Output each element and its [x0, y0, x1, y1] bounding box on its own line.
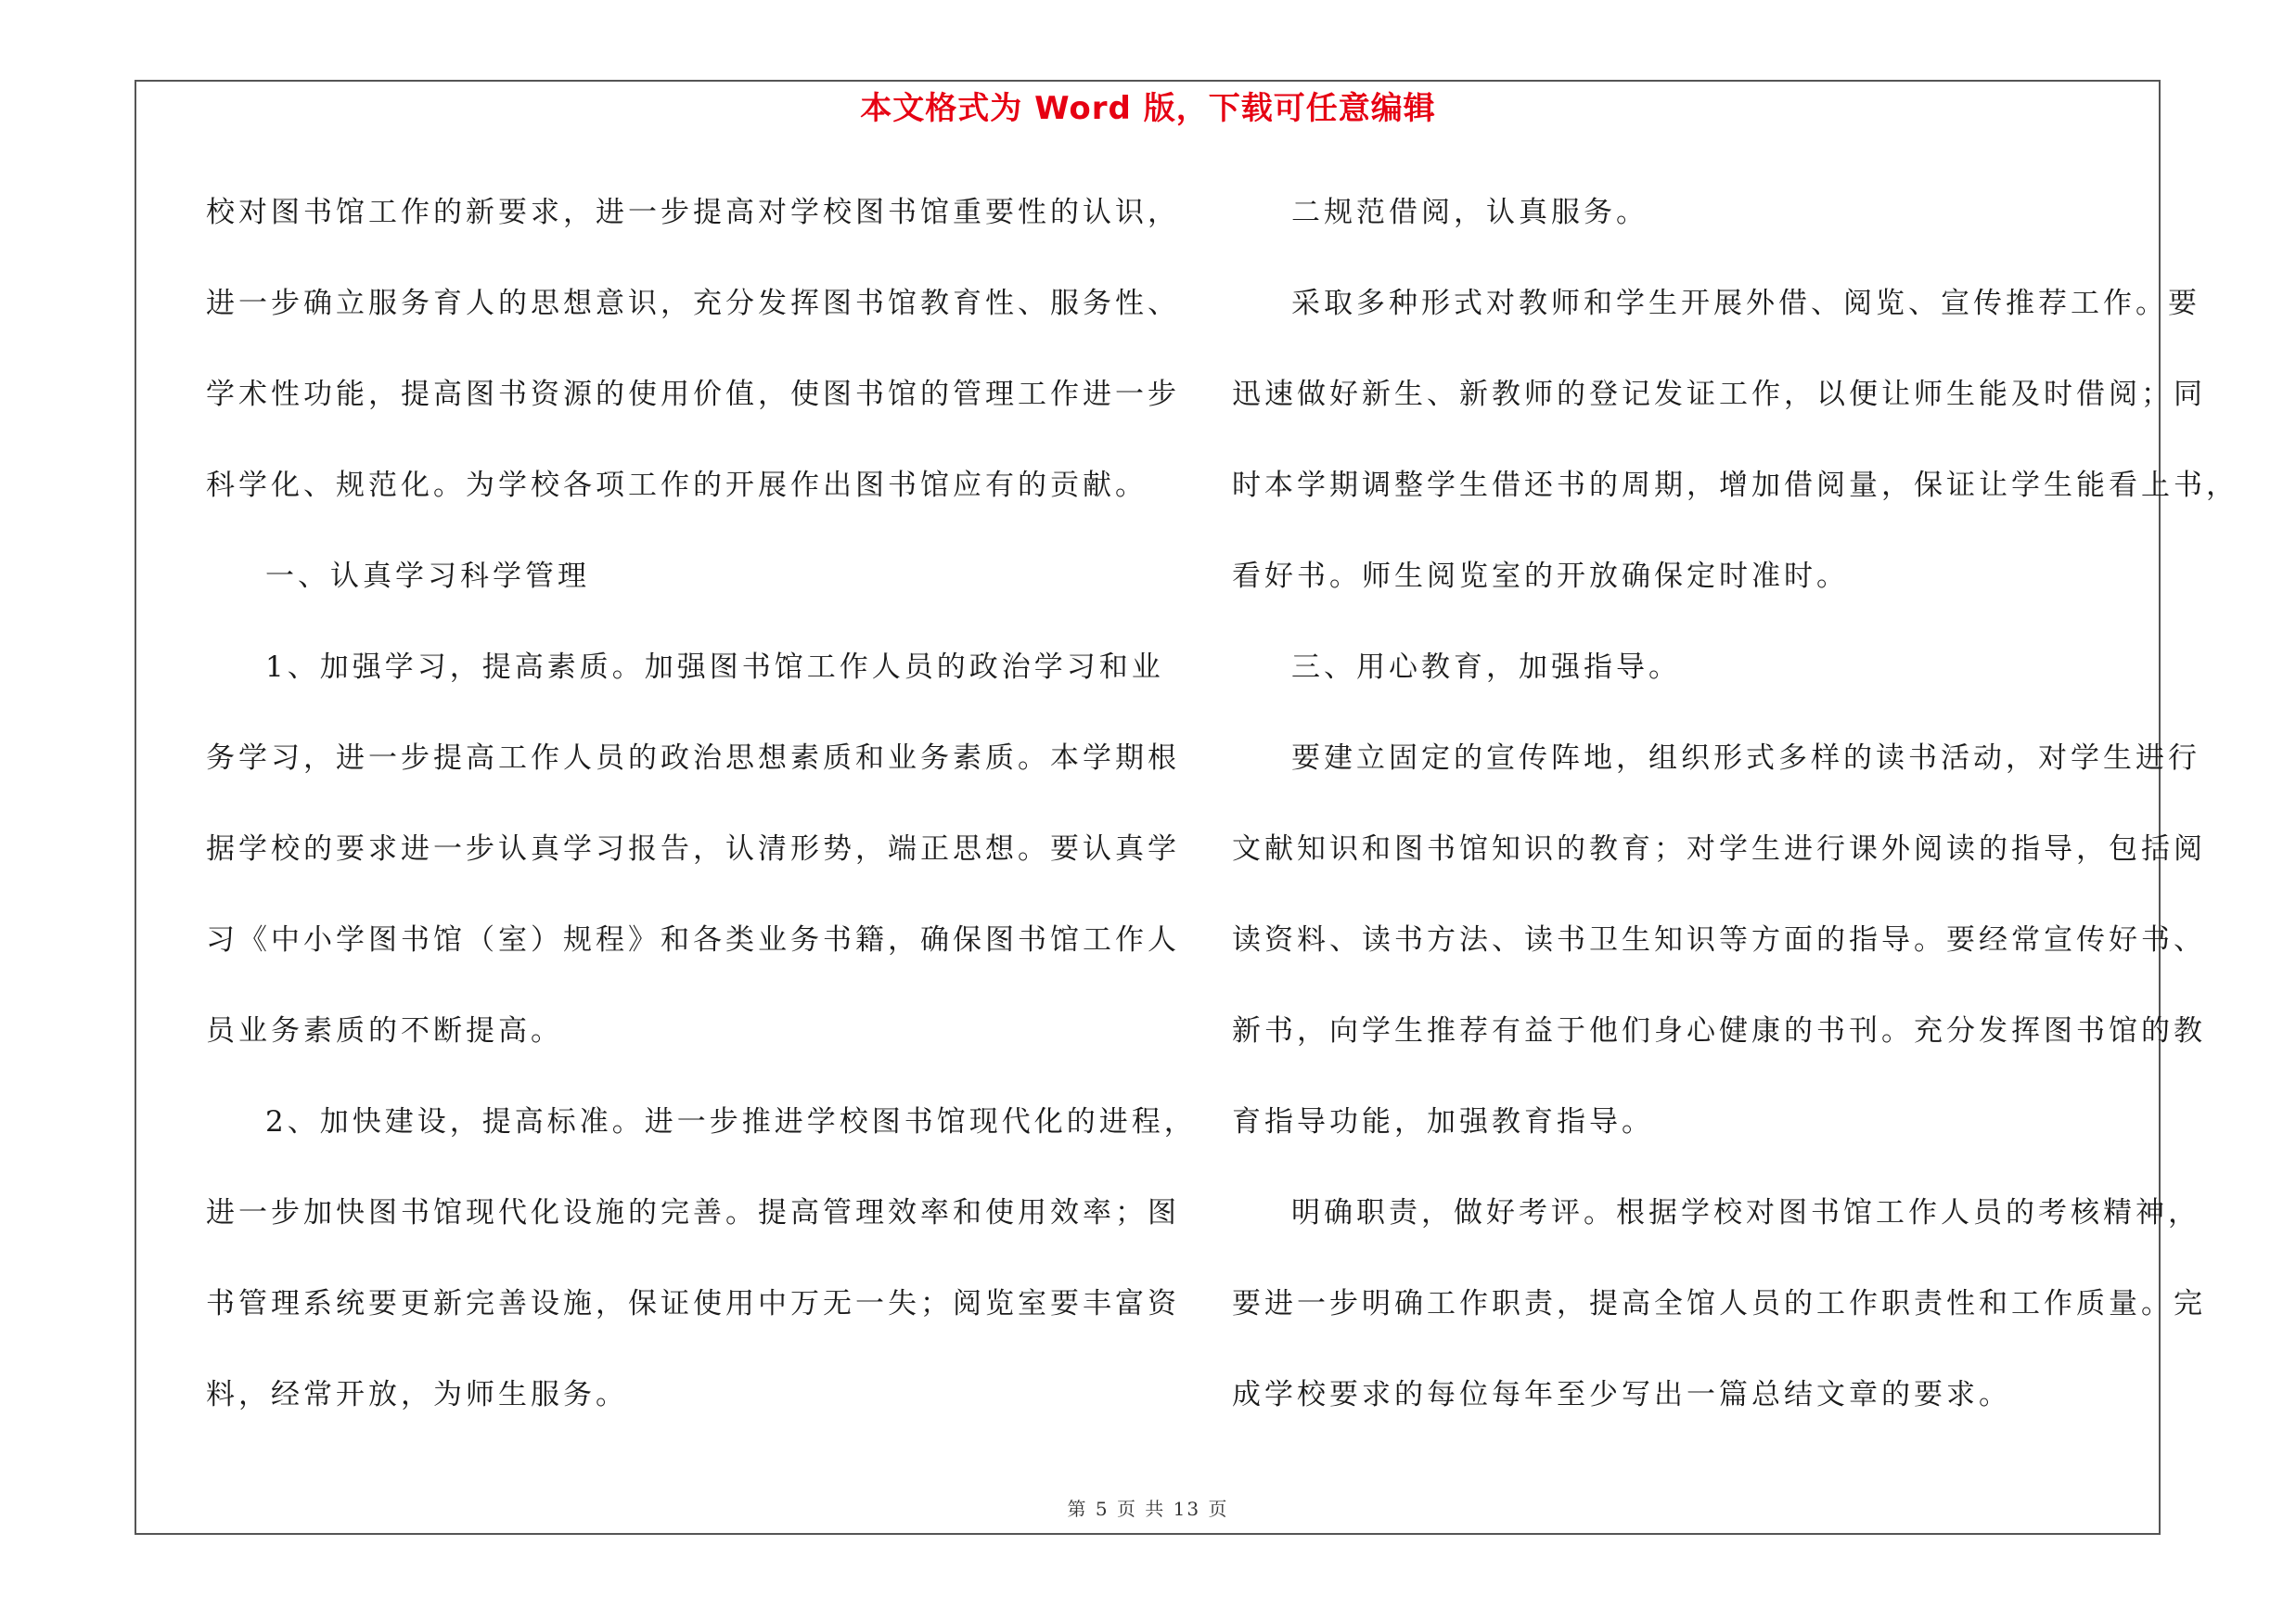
text-line: 员业务素质的不断提高。: [206, 1014, 563, 1048]
text-line: 二规范借阅，认真服务。: [1291, 196, 1648, 229]
text-line: 进一步加快图书馆现代化设施的完善。提高管理效率和使用效率；图: [206, 1196, 1180, 1230]
text-line: 书管理系统要更新完善设施，保证使用中万无一失；阅览室要丰富资: [206, 1287, 1180, 1320]
text-line: 料，经常开放，为师生服务。: [206, 1378, 628, 1411]
text-line: 一、认真学习科学管理: [265, 560, 590, 593]
text-line: 习《中小学图书馆（室）规程》和各类业务书籍，确保图书馆工作人: [206, 923, 1180, 957]
text-line: 1、加强学习，提高素质。加强图书馆工作人员的政治学习和业: [265, 650, 1164, 684]
right-text-column: [1232, 188, 2238, 1462]
text-line: 要进一步明确工作职责，提高全馆人员的工作职责性和工作质量。完: [1232, 1287, 2206, 1320]
word-format-banner: 本文格式为 Word 版，下载可任意编辑: [860, 90, 1436, 127]
text-line: 校对图书馆工作的新要求，进一步提高对学校图书馆重要性的认识，: [206, 196, 1180, 229]
text-line: 科学化、规范化。为学校各项工作的开展作出图书馆应有的贡献。: [206, 469, 1148, 502]
text-line: 新书，向学生推荐有益于他们身心健康的书刊。充分发挥图书馆的教: [1232, 1014, 2206, 1048]
text-line: 据学校的要求进一步认真学习报告，认清形势，端正思想。要认真学: [206, 832, 1180, 866]
text-line: 时本学期调整学生借还书的周期，增加借阅量，保证让学生能看上书，: [1232, 469, 2238, 502]
text-line: 成学校要求的每位每年至少写出一篇总结文章的要求。: [1232, 1378, 2011, 1411]
text-line: 读资料、读书方法、读书卫生知识等方面的指导。要经常宣传好书、: [1232, 923, 2206, 957]
text-line: 迅速做好新生、新教师的登记发证工作，以便让师生能及时借阅；同: [1232, 378, 2206, 411]
text-line: 三、用心教育，加强指导。: [1291, 650, 1681, 684]
text-line: 明确职责，做好考评。根据学校对图书馆工作人员的考核精神，: [1291, 1196, 2200, 1230]
page-number-footer: 第 5 页 共 13 页: [1067, 1498, 1229, 1520]
text-line: 务学习，进一步提高工作人员的政治思想素质和业务素质。本学期根: [206, 741, 1180, 775]
text-line: 要建立固定的宣传阵地，组织形式多样的读书活动，对学生进行: [1291, 741, 2200, 775]
text-line: 采取多种形式对教师和学生开展外借、阅览、宣传推荐工作。要: [1291, 287, 2200, 320]
text-line: 2、加快建设，提高标准。进一步推进学校图书馆现代化的进程，: [265, 1105, 1197, 1139]
left-text-column: [206, 188, 1197, 1462]
text-line: 看好书。师生阅览室的开放确保定时准时。: [1232, 560, 1849, 593]
text-line: 育指导功能，加强教育指导。: [1232, 1105, 1654, 1139]
text-line: 进一步确立服务育人的思想意识，充分发挥图书馆教育性、服务性、: [206, 287, 1180, 320]
text-line: 学术性功能，提高图书资源的使用价值，使图书馆的管理工作进一步: [206, 378, 1180, 411]
text-line: 文献知识和图书馆知识的教育；对学生进行课外阅读的指导，包括阅: [1232, 832, 2206, 866]
